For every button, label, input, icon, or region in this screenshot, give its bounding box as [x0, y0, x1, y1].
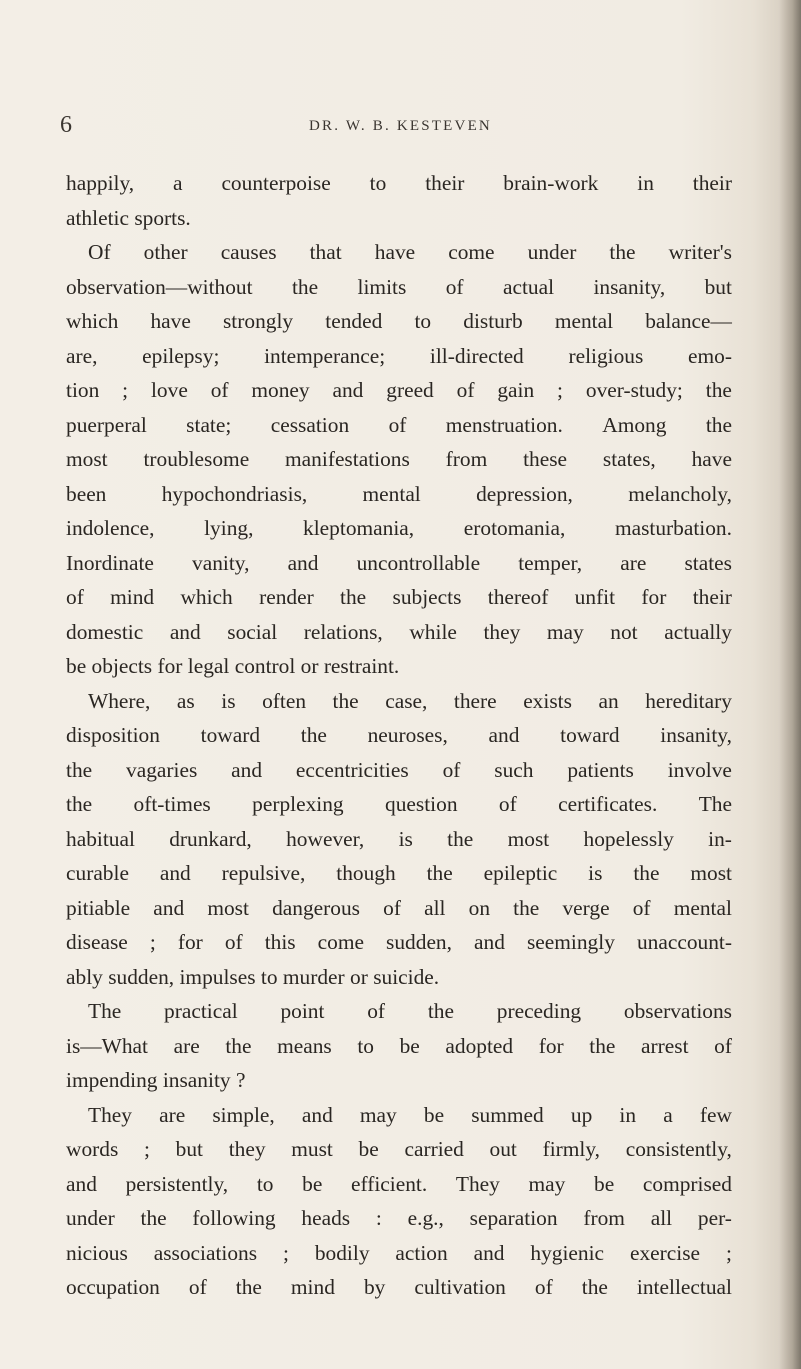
- text-line: puerperal state; cessation of menstruation. Among the: [66, 412, 732, 437]
- text-line: domestic and social relations, while they may not actually: [66, 619, 732, 644]
- text-line: Where, as is often the case, there exists an hereditary: [88, 688, 732, 713]
- text-line: and persistently, to be efficient. They may be comprised: [66, 1171, 732, 1196]
- text-line: Inordinate vanity, and uncontrollable temper, are states: [66, 550, 732, 575]
- text-line: occupation of the mind by cultivation of the intellectual: [66, 1275, 732, 1299]
- text-line: words ; but they must be carried out firmly, consistently,: [66, 1137, 732, 1161]
- text-line: athletic sports.: [66, 205, 191, 230]
- text-line: are, epilepsy; intemperance; ill-directed religious emo-: [66, 343, 732, 368]
- text-line: The practical point of the preceding observations: [88, 999, 732, 1023]
- text-line: under the following heads : e.g., separation from all per-: [66, 1206, 732, 1230]
- page-number: 6: [60, 112, 72, 138]
- running-head: DR. W. B. KESTEVEN: [309, 118, 492, 134]
- text-line: be objects for legal control or restraint.: [66, 654, 400, 678]
- text-line: which have strongly tended to disturb mental balance—: [66, 309, 732, 333]
- text-line: the oft-times perplexing question of certificates. The: [66, 792, 732, 816]
- text-line: nicious associations ; bodily action and hygienic exercise ;: [66, 1240, 732, 1265]
- text-line: of mind which render the subjects thereof unfit for their: [66, 585, 732, 609]
- text-line: They are simple, and may be summed up in a few: [88, 1102, 732, 1127]
- text-line: impending insanity ?: [66, 1068, 246, 1092]
- text-line: ably sudden, impulses to murder or suicide.: [66, 964, 440, 989]
- text-line: most troublesome manifestations from these states, have: [66, 447, 732, 471]
- page-edge-shadow: [779, 0, 801, 1369]
- text-line: tion ; love of money and greed of gain ; over-study; the: [66, 378, 732, 402]
- text-line: is—What are the means to be adopted for the arrest of: [66, 1033, 732, 1058]
- body-text: [66, 166, 732, 1305]
- text-line: indolence, lying, kleptomania, erotomania, masturbation.: [66, 516, 732, 540]
- text-line: observation—without the limits of actual insanity, but: [66, 274, 732, 299]
- page-header: [0, 112, 801, 142]
- text-line: habitual drunkard, however, is the most hopelessly in-: [66, 826, 732, 851]
- text-line: Of other causes that have come under the writer's: [88, 240, 732, 264]
- text-line: disease ; for of this come sudden, and seemingly unaccount-: [66, 930, 732, 954]
- text-line: pitiable and most dangerous of all on the verge of mental: [66, 895, 732, 920]
- text-line: happily, a counterpoise to their brain-work in their: [66, 171, 732, 195]
- text-line: the vagaries and eccentricities of such patients involve: [66, 757, 732, 782]
- text-line: disposition toward the neuroses, and toward insanity,: [66, 723, 732, 747]
- text-line: been hypochondriasis, mental depression, melancholy,: [66, 481, 732, 506]
- text-line: curable and repulsive, though the epileptic is the most: [66, 861, 732, 885]
